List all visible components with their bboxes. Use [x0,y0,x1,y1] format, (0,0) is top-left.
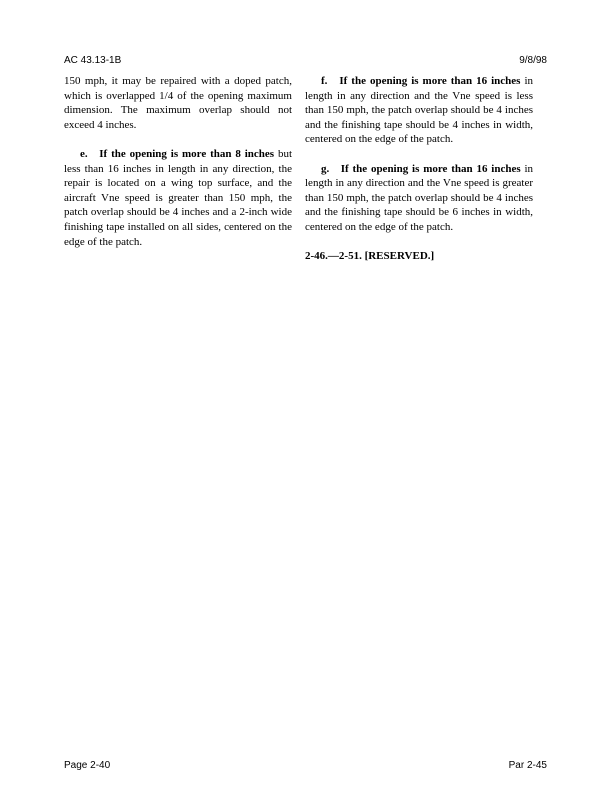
header-date: 9/8/98 [519,55,547,66]
footer-paragraph-ref: Par 2-45 [508,760,547,771]
right-column [305,74,533,278]
paragraph-g-body: in length in any direction and the Vne speed is greater than 150 mph, the patch overlap should be 4 inches and the finishing tape should be 6 inches in width, centered on the edge of the patch. [305,162,533,233]
left-column [64,74,292,264]
paragraph-e [64,147,292,249]
paragraph-e-body: but less than 16 inches in length in any direction, the repair is located on a wing top surface, and the aircraft Vne speed is greater than 150 mph, the patch overlap should be 4 inches and a 2-inch wide finishing tape installed on all sides, centered on the edge of the patch. [64,147,293,248]
paragraph-f-label: f. [321,75,328,87]
paragraph-f-body: in length in any direction and the Vne speed is less than 150 mph, the patch overlap should be 4 inches and the finishing tape should be 4 inches in width, centered on the edge of the patch. [305,75,534,146]
paragraph-g-label: g. [321,162,330,175]
paragraph-g-lead: If the opening is more than 16 inches [340,162,521,175]
paragraph-f-lead: If the opening is more than 16 inches [339,75,521,87]
paragraph-e-lead: If the opening is more than 8 inches [99,147,275,160]
paragraph-e-label: e. [80,147,88,160]
footer-page-number: Page 2-40 [64,760,111,771]
paragraph-f [305,74,533,147]
continuation-paragraph: 150 mph, it may be repaired with a doped patch, which is overlapped 1/4 of the opening maximum dimension. The maximum overlap should not exceed 4 inches. [64,75,292,131]
header-doc-id: AC 43.13-1B [64,55,122,66]
reserved-heading: 2-46.—2-51. [RESERVED.] [305,250,435,263]
paragraph-g [305,162,533,235]
